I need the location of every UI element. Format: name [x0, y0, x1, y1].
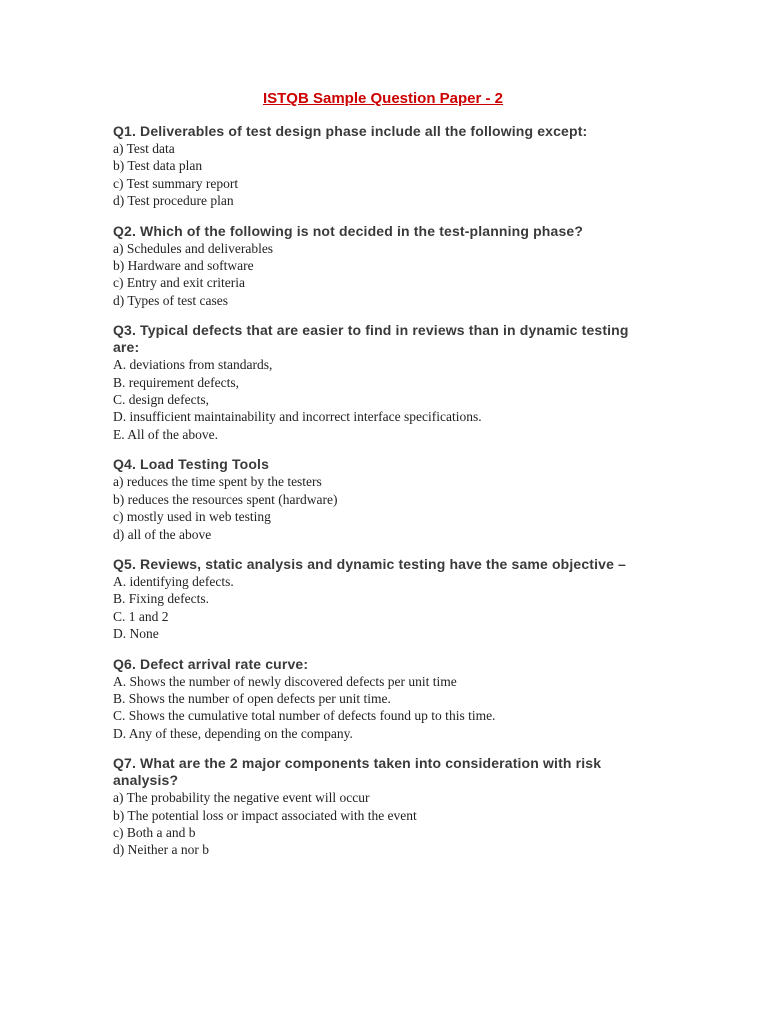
- option: c) Entry and exit criteria: [113, 275, 245, 291]
- option: d) Types of test cases: [113, 292, 229, 308]
- question-text: Q3. Typical defects that are easier to find in reviews than in dynamic testing are:: [113, 322, 629, 356]
- option: C. Shows the cumulative total number of defects found up to this time.: [113, 708, 496, 724]
- option: E. All of the above.: [113, 426, 218, 442]
- question-text: Q5. Reviews, static analysis and dynamic testing have the same objective –: [113, 555, 626, 572]
- question-text: Q2. Which of the following is not decided in the test-planning phase?: [113, 222, 584, 239]
- option-list: [113, 573, 653, 643]
- option: c) Both a and b: [113, 824, 196, 840]
- option-list: [113, 673, 653, 743]
- option: d) Neither a nor b: [113, 842, 209, 858]
- option: B. Shows the number of open defects per unit time.: [113, 690, 391, 706]
- option: D. Any of these, depending on the company.: [113, 725, 353, 741]
- option: a) reduces the time spent by the testers: [113, 474, 322, 490]
- option: b) Hardware and software: [113, 258, 254, 274]
- option: b) Test data plan: [113, 158, 203, 174]
- option-list: [113, 356, 653, 443]
- option-list: [113, 789, 653, 859]
- option: b) reduces the resources spent (hardware): [113, 491, 338, 507]
- option: B. Fixing defects.: [113, 591, 209, 607]
- question-text: Q1. Deliverables of test design phase include all the following except:: [113, 123, 588, 139]
- option: a) The probability the negative event will occur: [113, 790, 370, 806]
- option: a) Test data: [113, 141, 175, 156]
- option: A. deviations from standards,: [113, 357, 273, 373]
- option: A. identifying defects.: [113, 573, 234, 589]
- option-list: [113, 240, 653, 310]
- option: D. insufficient maintainability and incorrect interface specifications.: [113, 409, 482, 425]
- question-3: [113, 322, 653, 443]
- option: d) all of the above: [113, 526, 212, 542]
- question-4: [113, 456, 653, 543]
- question-6: [113, 656, 653, 743]
- option-list: [113, 140, 653, 210]
- option: D. None: [113, 626, 159, 642]
- option: c) mostly used in web testing: [113, 509, 271, 525]
- option: a) Schedules and deliverables: [113, 240, 274, 256]
- question-1: [113, 123, 653, 210]
- option: b) The potential loss or impact associated with the event: [113, 807, 417, 823]
- option: C. 1 and 2: [113, 608, 169, 624]
- option: A. Shows the number of newly discovered defects per unit time: [113, 673, 457, 689]
- option: B. requirement defects,: [113, 374, 239, 390]
- document-title: ISTQB Sample Question Paper - 2: [262, 90, 504, 107]
- question-text: Q4. Load Testing Tools: [113, 456, 270, 473]
- document-page: [113, 88, 653, 872]
- question-text: Q6. Defect arrival rate curve:: [113, 655, 309, 672]
- question-text: Q7. What are the 2 major components taken into consideration with risk analysis?: [113, 755, 602, 789]
- option-list: [113, 473, 653, 543]
- option: C. design defects,: [113, 392, 209, 408]
- question-2: [113, 223, 653, 310]
- option: c) Test summary report: [113, 175, 239, 191]
- question-7: [113, 755, 653, 859]
- question-5: [113, 556, 653, 643]
- option: d) Test procedure plan: [113, 193, 234, 209]
